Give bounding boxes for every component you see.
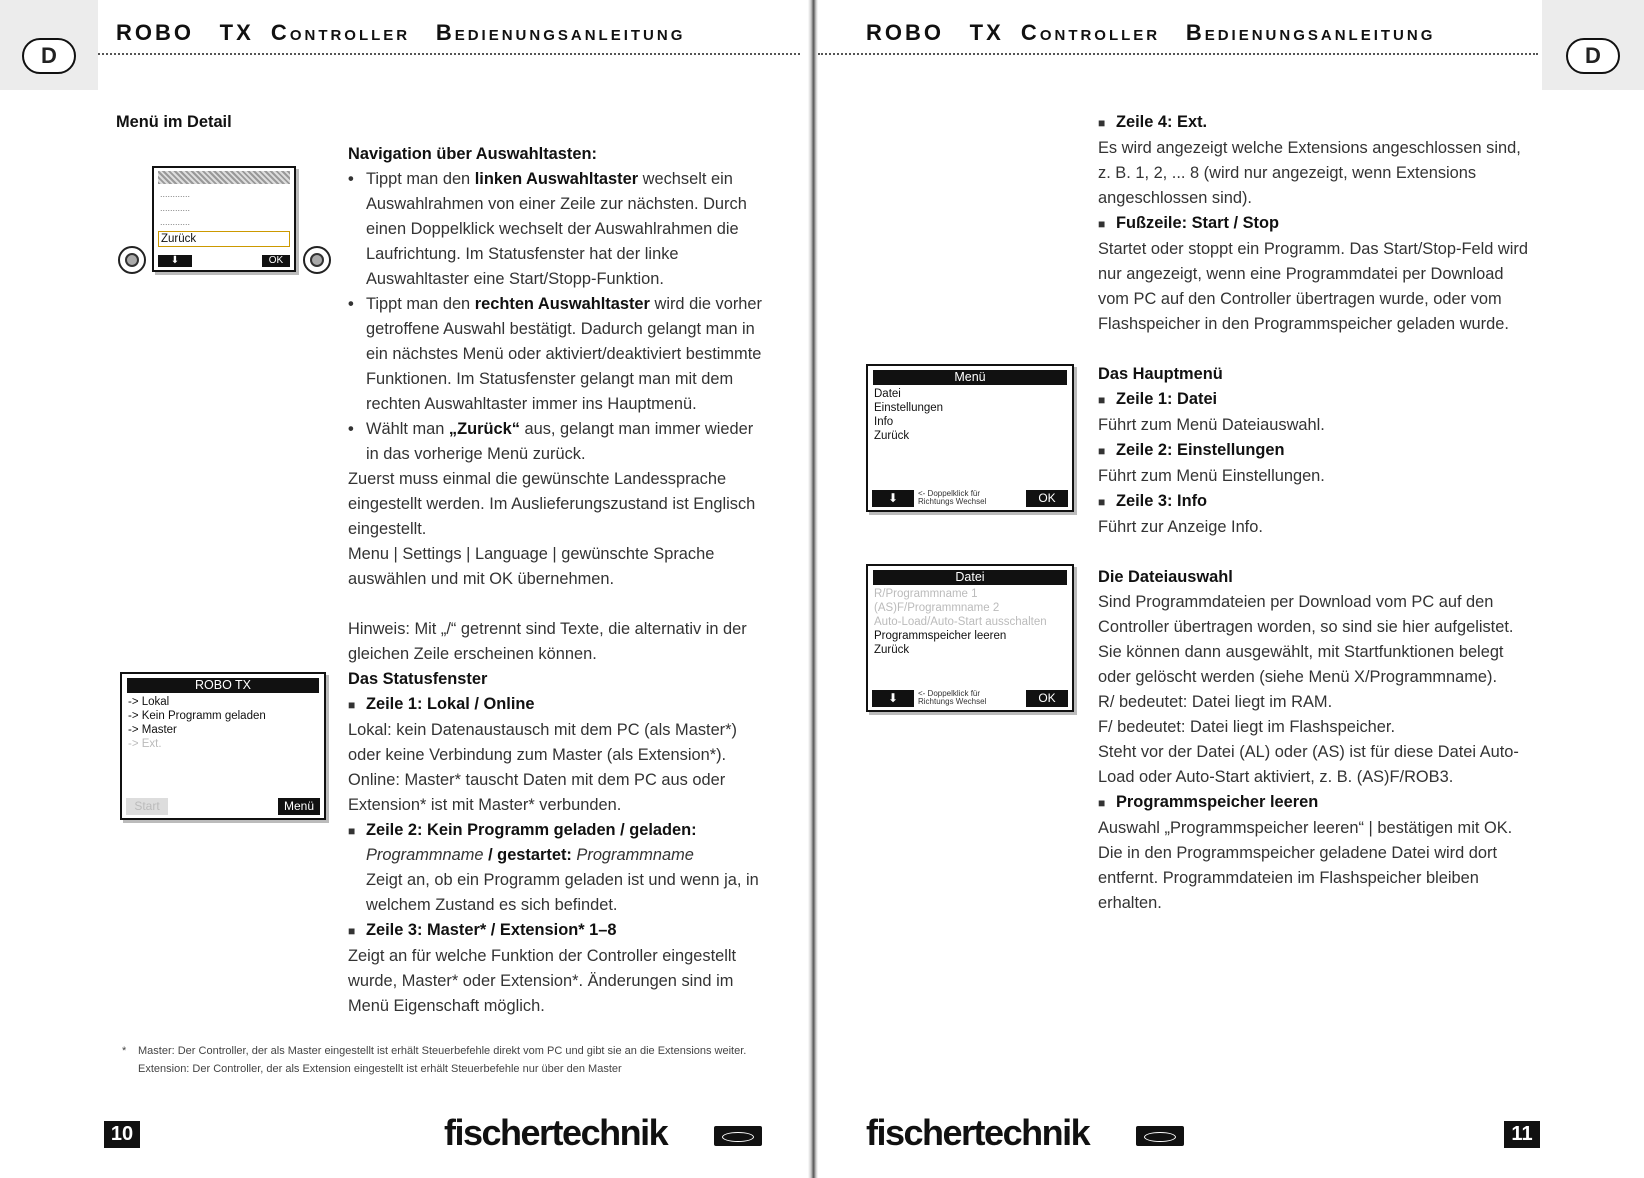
paragraph: Führt zur Anzeige Info. xyxy=(1098,518,1263,536)
screen-footer xyxy=(872,690,1068,707)
paragraph: Steht vor der Datei (AL) oder (AS) ist für diese Datei Auto-Load oder Auto-Start aktiviert, z. B. (AS)F/ROB3. xyxy=(1098,743,1519,786)
file-select-screen xyxy=(866,564,1074,712)
screen-line: R/Programmname 1 xyxy=(874,588,978,600)
screen-line: (AS)F/Programmname 2 xyxy=(874,602,1000,614)
screen-line: Zurück xyxy=(874,430,910,442)
paragraph: Die in den Programmspeicher geladene Datei wird dort entfernt. Programmdateien im Flashspeicher bleiben erhalten. xyxy=(1098,844,1498,912)
paragraph: Sind Programmdateien per Download vom PC auf den Controller übertragen worden, so sind sie hier aufgelistet. Sie können dann ausgewählt, mit Startfunktionen belegt oder gelöscht werden (siehe Menü X/Programmname). xyxy=(1098,593,1514,686)
list-item: ■ Zeile 3: Info xyxy=(1098,492,1208,510)
header-title: ROBO TX CONTROLLER BEDIENUNGSANLEITUNG xyxy=(116,20,686,45)
section-title: Menü im Detail xyxy=(116,113,232,131)
brand-wordmark: fischertechnik xyxy=(866,1112,1090,1153)
paragraph: Menu | Settings | Language | gewünschte Sprache auswählen und mit OK übernehmen. xyxy=(348,545,715,588)
screen-line: Datei xyxy=(874,388,901,400)
ok-softkey: OK xyxy=(1026,690,1068,707)
list-item: • Tippt man den rechten Auswahltaster wird die vorher getroffene Auswahl bestätigt. Dadurch gelangt man in ein nächstes Menü oder aktiviert/deaktiviert bestimmte Funktionen. Im Statusfenster gelangt man mit dem rechten Auswahltaster immer ins Hauptmenü. xyxy=(348,295,762,413)
header-dotline xyxy=(98,53,800,55)
screen-line: ............ xyxy=(160,217,191,227)
screen-line: -> Ext. xyxy=(128,738,162,750)
screen-line: ............ xyxy=(160,189,191,199)
screen-line: -> Kein Programm geladen xyxy=(128,710,266,722)
status-heading: Das Statusfenster xyxy=(348,670,488,688)
list-item: ■ Fußzeile: Start / Stop xyxy=(1098,214,1280,232)
paragraph: Führt zum Menü Dateiauswahl. xyxy=(1098,416,1325,434)
hint-paragraph: Hinweis: Mit „/“ getrennt sind Texte, die alternativ in der gleichen Zeile erscheinen können. xyxy=(348,620,747,663)
left-select-button-icon xyxy=(118,246,146,274)
doubleclick-hint: <- Doppelklick für Richtungs Wechsel xyxy=(918,489,987,506)
header-dotline xyxy=(818,53,1538,55)
book-spine xyxy=(808,0,818,1178)
list-item: ■ Zeile 2: Einstellungen xyxy=(1098,441,1285,459)
screen-footer xyxy=(126,798,320,815)
header-title: ROBO TX CONTROLLER BEDIENUNGSANLEITUNG xyxy=(866,20,1436,45)
paragraph: Startet oder stoppt ein Programm. Das Start/Stop-Feld wird nur angezeigt, wenn eine Programmdatei per Download vom PC auf den Controller übertragen wurde, oder vom Flashspeicher in den Programmspeicher geladen wurde. xyxy=(1098,240,1528,333)
screen-line: Einstellungen xyxy=(874,402,944,414)
list-item: ■ Zeile 2: Kein Programm geladen / geladen: Programmname / gestartet: Programmname xyxy=(348,821,697,864)
paragraph: Führt zum Menü Einstellungen. xyxy=(1098,467,1325,485)
menu-softkey: Menü xyxy=(278,798,320,815)
paragraph: Es wird angezeigt welche Extensions angeschlossen sind, z. B. 1, 2, ... 8 (wird nur angezeigt, wenn Extensions angeschlossen sind). xyxy=(1098,139,1521,207)
list-item: ■ Zeile 1: Datei xyxy=(1098,390,1218,408)
screen-title-bar xyxy=(158,171,290,184)
main-menu-screen xyxy=(866,364,1074,512)
list-item: ■ Zeile 1: Lokal / Online xyxy=(348,695,535,713)
screen-line: Zurück xyxy=(874,644,910,656)
main-menu-heading: Das Hauptmenü xyxy=(1098,365,1223,383)
down-arrow-icon: ⬇ xyxy=(158,255,192,267)
right-page xyxy=(818,0,1644,1178)
screen-line: Programmspeicher leeren xyxy=(874,630,1007,642)
screen-line: -> Master xyxy=(128,724,177,736)
screen-title: Menü xyxy=(873,370,1067,385)
file-select-heading: Die Dateiauswahl xyxy=(1098,568,1233,586)
screen-line: Auto-Load/Auto-Start ausschalten xyxy=(874,616,1047,628)
screen-title: Datei xyxy=(873,570,1067,585)
language-badge: D xyxy=(22,38,76,74)
brand-wordmark: fischertechnik xyxy=(444,1112,668,1153)
ok-softkey: OK xyxy=(1026,490,1068,507)
nav-heading: Navigation über Auswahltasten: xyxy=(348,145,597,163)
right-select-button-icon xyxy=(303,246,331,274)
footnote-mark: * xyxy=(122,1045,127,1057)
page-number: 11 xyxy=(1504,1121,1540,1148)
paragraph: F/ bedeutet: Datei liegt im Flashspeicher. xyxy=(1098,718,1395,736)
list-item: • Tippt man den linken Auswahltaster wechselt ein Auswahlrahmen von einer Zeile zur nächsten. Durch einen Doppelklick wechselt der Auswahlrahmen die Laufrichtung. Im Statusfenster hat der linke Auswahltaster eine Start/Stopp-Funktion. xyxy=(348,170,747,288)
list-item: • Wählt man „Zurück“ aus, gelangt man immer wieder in das vorherige Menü zurück. xyxy=(348,420,754,463)
left-page xyxy=(0,0,812,1178)
list-item: ■ Programmspeicher leeren xyxy=(1098,793,1319,811)
fish-logo-icon xyxy=(714,1126,762,1146)
paragraph: Zeigt an für welche Funktion der Controller eingestellt wurde, Master* oder Extension*. Änderungen sind im Menü Eigenschaft möglich. xyxy=(348,947,737,1015)
status-screen xyxy=(120,672,326,820)
paragraph: Lokal: kein Datenaustausch mit dem PC (als Master*) oder keine Verbindung zum Master (als Extension*). xyxy=(348,721,737,764)
screen-footer xyxy=(872,490,1068,507)
paragraph: Online: Master* tauscht Daten mit dem PC aus oder Extension* ist mit Master* verbunden. xyxy=(348,771,726,814)
list-item: ■ Zeile 3: Master* / Extension* 1–8 xyxy=(348,921,617,939)
paragraph: Zeigt an, ob ein Programm geladen ist und wenn ja, in welchem Zustand es sich befindet. xyxy=(366,871,759,914)
footnote: Master: Der Controller, der als Master eingestellt ist erhält Steuerbefehle direkt vom PC und gibt sie an die Extensions weiter. Extension: Der Controller, der als Extension eingestellt ist erhält Steuerbefehle nur über den Master xyxy=(138,1045,747,1075)
paragraph: R/ bedeutet: Datei liegt im RAM. xyxy=(1098,693,1333,711)
paragraph: Auswahl „Programmspeicher leeren“ | bestätigen mit OK. xyxy=(1098,819,1513,837)
paragraph: Zuerst muss einmal die gewünschte Landessprache eingestellt werden. Im Auslieferungszustand ist Englisch eingestellt. xyxy=(348,470,756,538)
screen-line: ............ xyxy=(160,203,191,213)
screen-footer xyxy=(158,255,290,267)
screen-line: -> Lokal xyxy=(128,696,170,708)
page-number: 10 xyxy=(104,1121,140,1148)
screen-line: Info xyxy=(874,416,894,428)
nav-screen xyxy=(152,166,296,272)
down-arrow-icon: ⬇ xyxy=(872,690,914,707)
screen-title: ROBO TX xyxy=(127,678,319,693)
fish-logo-icon xyxy=(1136,1126,1184,1146)
navigation-section xyxy=(348,142,768,1019)
back-item: Zurück xyxy=(158,231,290,247)
ok-softkey: OK xyxy=(262,255,290,267)
doubleclick-hint: <- Doppelklick für Richtungs Wechsel xyxy=(918,689,987,706)
language-badge: D xyxy=(1566,38,1620,74)
list-item: ■ Zeile 4: Ext. xyxy=(1098,113,1208,131)
start-softkey: Start xyxy=(126,798,168,815)
right-column xyxy=(1098,110,1538,916)
down-arrow-icon: ⬇ xyxy=(872,490,914,507)
